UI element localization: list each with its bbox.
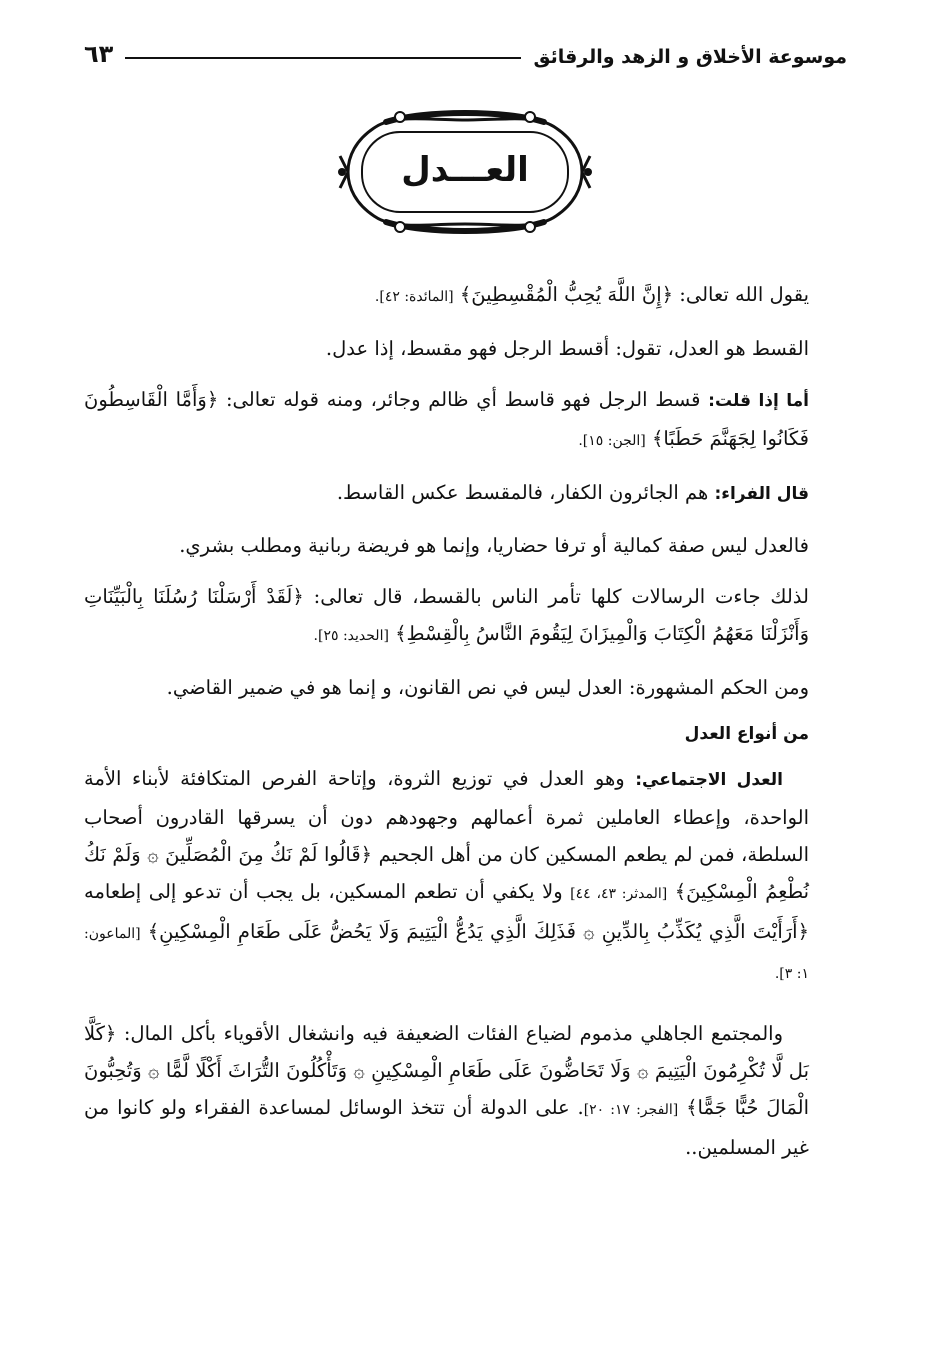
paragraph [84, 669, 809, 706]
section-heading: من أنواع العدل [684, 724, 809, 744]
paragraph-text: لذلك جاءت الرسالات كلها تأمر الناس بالقسط، قال تعالى: ﴿لَقَدْ أَرْسَلْنَا رُسُلَنَا بِالْبَيِّنَاتِ وَأَنْزَلْنَا مَعَهُمُ الْكِتَابَ وَالْمِيزَانَ لِيَقُومَ النَّاسُ بِالْقِسْطِ﴾ [84, 585, 809, 645]
header-rule [125, 57, 521, 59]
paragraph-text: هم الجائرون الكفار، فالمقسط عكس القاسط. [336, 481, 715, 504]
paragraph-text: . على الدولة أن تتخذ الوسائل لمساعدة الفقراء ولو كانوا من غير المسلمين.. [84, 1096, 809, 1159]
lead-term: قال الفراء: [714, 484, 809, 504]
citation: [المدثر: ٤٣، ٤٤] [570, 886, 668, 902]
paragraph-text: فالعدل ليس صفة كمالية أو ترفا حضاريا، وإنما هو فريضة ربانية ومطلب بشري. [179, 534, 809, 557]
body-text [84, 270, 809, 1166]
paragraph-text: يقول الله تعالى: ﴿إِنَّ اللَّهَ يُحِبُّ الْمُقْسِطِينَ﴾ [459, 283, 809, 306]
lead-term: أما إذا قلت: [708, 391, 809, 411]
paragraph-text: القسط هو العدل، تقول: أقسط الرجل فهو مقسط، إذا عدل. [325, 337, 809, 360]
paragraph [84, 578, 809, 655]
paragraph [84, 474, 809, 513]
citation: [المائدة: ٤٢]. [374, 289, 454, 305]
citation: [الحديد: ٢٥]. [313, 628, 389, 644]
running-header [84, 32, 847, 68]
paragraph-text: قسط الرجل فهو قاسط أي ظالم وجائر، ومنه قوله تعالى: ﴿وَأَمَّا الْقَاسِطُونَ فَكَانُوا لِجَهَنَّمَ حَطَبًا﴾ [84, 388, 809, 450]
paragraph [84, 276, 809, 316]
paragraph [84, 760, 809, 993]
chapter-title-frame [334, 106, 596, 238]
page-number: ٦٣ [84, 40, 114, 68]
citation: [الفجر: ١٧: ٢٠] [583, 1102, 679, 1118]
paragraph [84, 1015, 809, 1166]
chapter-title: العـــدل [401, 150, 529, 190]
paragraph [84, 330, 809, 367]
paragraph-text: ولا يكفي أن تطعم المسكين، بل يجب أن تدعو إلى إطعامه ﴿أَرَأَيْتَ الَّذِي يُكَذِّبُ بِالدِّينِ ۞ فَذَلِكَ الَّذِي يَدُعُّ الْيَتِيمَ وَلَا يَحُضُّ عَلَى طَعَامِ الْمِسْكِينِ﴾ [84, 880, 809, 943]
citation: [الجن: ١٥]. [578, 433, 646, 449]
paragraph [84, 381, 809, 460]
lead-term: العدل الاجتماعي: [635, 770, 783, 790]
paragraph-text: وهو العدل في توزيع الثروة، وإتاحة الفرص المتكافئة لأبناء الأمة الواحدة، وإعطاء العاملين ثمرة أعمالهم وجهودهم دون أن يسرقها القادرون أصحاب السلطة، فمن لم يطعم المسكين كان من أهل الجحيم ﴿قَالُوا لَمْ نَكُ مِنَ الْمُصَلِّينَ ۞ وَلَمْ نَكُ نُطْعِمُ الْمِسْكِينَ﴾ [84, 767, 810, 903]
paragraph-text: والمجتمع الجاهلي مذموم لضياع الفئات الضعيفة فيه وانشغال الأقوياء بأكل المال: ﴿كَلَّا بَل لَّا تُكْرِمُونَ الْيَتِيمَ ۞ وَلَا تَحَاضُّونَ عَلَى طَعَامِ الْمِسْكِينِ ۞ وَتَأْكُلُونَ التُّرَاثَ أَكْلًا لَّمًّا ۞ وَتُحِبُّونَ الْمَالَ حُبًّا جَمًّا﴾ [84, 1022, 809, 1119]
paragraph-text: ومن الحكم المشهورة: العدل ليس في نص القانون، و إنما هو في ضمير القاضي. [166, 676, 809, 699]
paragraph [84, 527, 809, 564]
citation: [الماعون: ١: ٣]. [84, 926, 809, 982]
book-title: موسوعة الأخلاق و الزهد والرقائق [533, 46, 847, 68]
